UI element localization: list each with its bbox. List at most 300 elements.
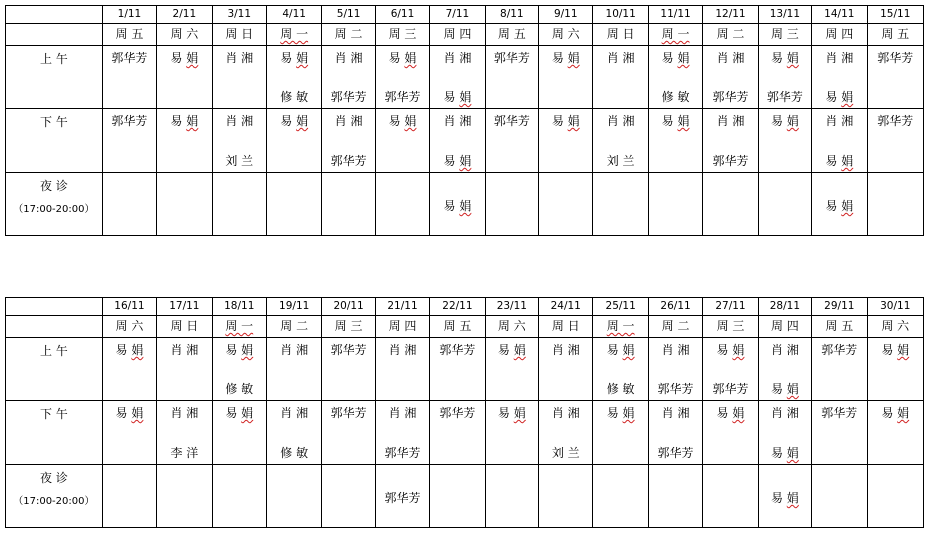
date-cell [593, 6, 648, 24]
shift-cell [430, 338, 485, 401]
shift-cell-content [430, 109, 484, 172]
date-cell [485, 6, 538, 24]
shift-cell [867, 401, 923, 465]
doctor-name: 肖 湘 [280, 406, 309, 420]
night-cell [430, 173, 485, 236]
shift-cell [703, 338, 758, 401]
night-hours: （17:00-20:00） [13, 204, 95, 215]
doctor-name: 郭华芳 [766, 90, 803, 104]
date-cell [157, 6, 212, 24]
date-cell [867, 6, 923, 24]
shift-cell [758, 401, 811, 465]
date-cell [430, 298, 485, 316]
date-label: 15/11 [880, 8, 911, 20]
shift-cell-content [649, 401, 702, 464]
shift-cell [648, 338, 702, 401]
doctor-name: 郭华芳 [111, 51, 148, 65]
weekday-cell [485, 316, 538, 338]
night-cell-content [649, 465, 702, 527]
date-label: 13/11 [769, 8, 801, 20]
shift-cell-content [759, 46, 811, 108]
night-cell-content [486, 173, 538, 235]
weekday-label: 周 六 [881, 319, 910, 333]
date-cell [322, 6, 375, 24]
night-cell-content [868, 465, 923, 527]
row-label-morning [6, 338, 103, 401]
shift-cell [758, 46, 811, 109]
date-cell [322, 298, 375, 316]
weekday-label: 周 六 [115, 319, 144, 333]
doctor-name: 郭华芳 [493, 114, 530, 128]
doctor-name: 肖 湘 [551, 343, 580, 357]
shift-cell [539, 338, 593, 401]
night-cell-content [593, 173, 647, 235]
shift-cell [102, 46, 156, 109]
shift-cell-content [157, 338, 211, 400]
shift-cell [593, 401, 648, 465]
date-label: 23/11 [496, 300, 527, 312]
date-cell [593, 298, 648, 316]
shift-cell-content [376, 109, 429, 172]
doctor-name: 易 娟 [443, 90, 472, 104]
date-cell [375, 6, 429, 24]
shift-cell-content [213, 109, 266, 172]
morning-row [6, 338, 924, 401]
night-cell [758, 465, 811, 528]
shift-cell-content [157, 401, 211, 464]
shift-cell-content [103, 46, 156, 108]
weekday-label: 周 四 [825, 27, 854, 41]
doctor-name: 易 娟 [170, 114, 199, 128]
night-cell [539, 465, 593, 528]
date-label: 3/11 [227, 8, 252, 20]
date-cell [212, 6, 266, 24]
date-cell [430, 6, 485, 24]
date-cell [102, 6, 156, 24]
shift-cell [593, 109, 648, 173]
weekday-cell [102, 24, 156, 46]
night-cell [812, 173, 867, 236]
weekday-label: 周 五 [443, 319, 472, 333]
night-cell-content [759, 465, 811, 527]
night-cell-content [213, 173, 266, 235]
weekday-label: 周 日 [170, 319, 199, 333]
shift-cell [322, 109, 375, 173]
shift-cell-content [868, 46, 923, 108]
shift-cell [485, 46, 538, 109]
night-cell-content [322, 173, 374, 235]
night-cell [430, 465, 485, 528]
doctor-name: 易 娟 [716, 406, 745, 420]
doctor-name: 刘 兰 [225, 154, 254, 168]
date-label: 18/11 [224, 300, 255, 312]
weekday-cell [758, 24, 811, 46]
weekday-label: 周 一 [280, 27, 309, 41]
doctor-name: 肖 湘 [606, 114, 635, 128]
night-row [6, 465, 924, 528]
weekday-cell [375, 316, 429, 338]
weekday-cell [648, 316, 702, 338]
night-cell-content [539, 173, 592, 235]
shift-cell-content [430, 46, 484, 108]
row-label-night [6, 465, 103, 528]
shift-cell [430, 109, 485, 173]
doctor-name: 易 娟 [497, 406, 526, 420]
doctor-name: 肖 湘 [551, 406, 580, 420]
date-cell [266, 6, 321, 24]
night-cell [157, 465, 212, 528]
doctor-name: 郭华芳 [712, 90, 749, 104]
doctor-name: 易 娟 [881, 406, 910, 420]
weekday-label: 周 五 [497, 27, 526, 41]
weekday-cell [212, 316, 266, 338]
night-cell-content [759, 173, 811, 235]
shift-cell-content [649, 109, 702, 172]
night-cell [867, 465, 923, 528]
weekday-cell [102, 316, 156, 338]
weekday-cell [812, 316, 867, 338]
shift-cell-content [593, 46, 647, 108]
doctor-name: 易 娟 [606, 343, 635, 357]
shift-cell-content [103, 338, 156, 400]
date-label: 19/11 [279, 300, 310, 312]
doctor-name: 修 敏 [606, 382, 635, 396]
night-cell [703, 173, 758, 236]
date-label: 7/11 [445, 8, 470, 20]
doctor-name: 郭华芳 [330, 90, 367, 104]
doctor-name: 郭华芳 [877, 51, 914, 65]
night-label: 夜 诊 [39, 179, 68, 193]
night-cell [375, 465, 429, 528]
shift-cell [102, 109, 156, 173]
weekday-row [6, 316, 924, 338]
shift-cell [212, 401, 266, 465]
doctor-name: 郭华芳 [330, 343, 367, 357]
weekday-cell [539, 24, 593, 46]
date-cell [539, 298, 593, 316]
shift-cell-content [322, 109, 374, 172]
night-cell [266, 465, 321, 528]
doctor-name: 易 娟 [881, 343, 910, 357]
schedule-table-2 [5, 297, 924, 528]
date-cell [812, 298, 867, 316]
doctor-name: 郭华芳 [384, 90, 421, 104]
doctor-name: 易 娟 [770, 51, 799, 65]
weekday-cell [322, 316, 375, 338]
shift-cell [703, 46, 758, 109]
night-row [6, 173, 924, 236]
weekday-label: 周 六 [170, 27, 199, 41]
doctor-name: 易 娟 [280, 51, 309, 65]
weekday-cell [703, 24, 758, 46]
night-cell-content [376, 465, 429, 527]
weekday-cell [593, 24, 648, 46]
weekday-label: 周 四 [443, 27, 472, 41]
doctor-name: 易 娟 [170, 51, 199, 65]
doctor-name: 易 娟 [225, 406, 254, 420]
weekday-label: 周 三 [770, 27, 799, 41]
doctor-name: 郭华芳 [657, 446, 694, 460]
night-cell [322, 173, 375, 236]
night-cell [212, 173, 266, 236]
date-label: 29/11 [824, 300, 855, 312]
doctor-name: 肖 湘 [770, 406, 799, 420]
weekday-label: 周 六 [551, 27, 580, 41]
doctor-name: 郭华芳 [330, 154, 367, 168]
date-label: 27/11 [715, 300, 746, 312]
weekday-cell [375, 24, 429, 46]
shift-cell-content [267, 109, 321, 172]
night-cell [102, 465, 156, 528]
doctor-name: 易 娟 [280, 114, 309, 128]
weekday-row [6, 24, 924, 46]
shift-cell [812, 401, 867, 465]
shift-cell [157, 401, 212, 465]
shift-cell-content [486, 401, 538, 464]
date-label: 28/11 [769, 300, 801, 312]
doctor-name: 易 娟 [770, 114, 799, 128]
corner-cell [6, 6, 103, 24]
afternoon-row [6, 401, 924, 465]
night-cell [485, 465, 538, 528]
date-label: 6/11 [390, 8, 415, 20]
doctor-name: 肖 湘 [825, 51, 854, 65]
shift-cell-content [593, 401, 647, 464]
doctor-name: 肖 湘 [716, 51, 745, 65]
shift-cell-content [486, 338, 538, 400]
shift-cell-content [812, 109, 866, 172]
shift-cell [157, 338, 212, 401]
date-cell [867, 298, 923, 316]
shift-cell [157, 46, 212, 109]
doctor-name: 易 娟 [225, 343, 254, 357]
doctor-name: 郭华芳 [111, 114, 148, 128]
shift-cell-content [103, 401, 156, 464]
shift-cell-content [703, 401, 757, 464]
weekday-cell [430, 24, 485, 46]
night-cell-content [593, 465, 647, 527]
night-cell [867, 173, 923, 236]
shift-cell [867, 46, 923, 109]
shift-cell [648, 109, 702, 173]
night-cell [539, 173, 593, 236]
night-cell-content [812, 465, 866, 527]
shift-cell-content [376, 46, 429, 108]
weekday-label: 周 五 [825, 319, 854, 333]
weekday-label: 周 日 [551, 319, 580, 333]
weekday-label: 周 三 [716, 319, 745, 333]
night-cell [648, 465, 702, 528]
shift-cell-content [267, 46, 321, 108]
weekday-cell [703, 316, 758, 338]
row-label-text [6, 465, 102, 507]
night-cell [648, 173, 702, 236]
date-label: 9/11 [553, 8, 578, 20]
shift-cell [322, 338, 375, 401]
weekday-label: 周 二 [661, 319, 690, 333]
night-label: 夜 诊 [39, 471, 68, 485]
doctor-name: 肖 湘 [443, 114, 472, 128]
shift-cell [102, 338, 156, 401]
shift-cell-content [213, 338, 266, 400]
shift-cell [703, 401, 758, 465]
weekday-label: 周 五 [881, 27, 910, 41]
date-label: 16/11 [114, 300, 145, 312]
date-cell [212, 298, 266, 316]
row-label-text: 上 午 [39, 52, 68, 66]
night-cell-content [213, 465, 266, 527]
row-label-afternoon [6, 109, 103, 173]
doctor-name: 肖 湘 [280, 343, 309, 357]
shift-cell [212, 46, 266, 109]
night-cell-content [486, 465, 538, 527]
weekday-label: 周 三 [334, 319, 363, 333]
doctor-name: 易 娟 [443, 154, 472, 168]
date-row [6, 6, 924, 24]
doctor-name: 肖 湘 [334, 51, 363, 65]
date-cell [812, 6, 867, 24]
shift-cell-content [539, 46, 592, 108]
row-label-night [6, 173, 103, 236]
night-cell-content [812, 173, 866, 235]
shift-cell-content [812, 46, 866, 108]
shift-cell [758, 338, 811, 401]
night-cell-content [430, 465, 484, 527]
date-cell [539, 6, 593, 24]
doctor-name: 刘 兰 [606, 154, 635, 168]
night-cell [212, 465, 266, 528]
shift-cell [485, 401, 538, 465]
date-cell [648, 6, 702, 24]
date-cell [102, 298, 156, 316]
shift-cell [375, 46, 429, 109]
doctor-name: 肖 湘 [825, 114, 854, 128]
weekday-cell [322, 24, 375, 46]
doctor-name: 郭华芳 [712, 154, 749, 168]
shift-cell-content [868, 401, 923, 464]
doctor-name: 肖 湘 [225, 51, 254, 65]
weekday-cell [593, 316, 648, 338]
shift-cell [539, 46, 593, 109]
row-label-text: 下 午 [39, 115, 68, 129]
shift-cell [703, 109, 758, 173]
date-cell [266, 298, 321, 316]
shift-cell-content [539, 338, 592, 400]
doctor-name: 刘 兰 [551, 446, 580, 460]
shift-cell-content [649, 46, 702, 108]
shift-cell [157, 109, 212, 173]
doctor-name: 郭华芳 [821, 343, 858, 357]
shift-cell-content [868, 109, 923, 172]
night-cell-content [267, 465, 321, 527]
weekday-label: 周 二 [334, 27, 363, 41]
doctor-name: 肖 湘 [334, 114, 363, 128]
weekday-cell [539, 316, 593, 338]
shift-cell-content [157, 109, 211, 172]
weekday-label: 周 三 [388, 27, 417, 41]
doctor-name: 郭华芳 [877, 114, 914, 128]
night-cell-content [103, 465, 156, 527]
date-label: 8/11 [500, 8, 524, 20]
row-label-text: 下 午 [39, 407, 68, 421]
date-label: 12/11 [715, 8, 746, 20]
doctor-name: 李 洋 [170, 446, 199, 460]
shift-cell-content [703, 46, 757, 108]
doctor-name: 易 娟 [770, 491, 799, 505]
weekday-label: 周 日 [606, 27, 635, 41]
shift-cell-content [376, 338, 429, 400]
date-label: 11/11 [660, 8, 691, 20]
date-cell [485, 298, 538, 316]
shift-cell [375, 401, 429, 465]
shift-cell-content [812, 401, 866, 464]
date-cell [157, 298, 212, 316]
night-cell [593, 173, 648, 236]
date-label: 26/11 [660, 300, 691, 312]
weekday-cell [266, 316, 321, 338]
shift-cell [485, 338, 538, 401]
weekday-cell [648, 24, 702, 46]
date-label: 5/11 [336, 8, 361, 20]
doctor-name: 易 娟 [551, 51, 580, 65]
night-cell [322, 465, 375, 528]
night-cell-content [157, 465, 211, 527]
shift-cell-content [267, 401, 321, 464]
doctor-name: 易 娟 [770, 446, 799, 460]
doctor-name: 肖 湘 [443, 51, 472, 65]
weekday-label: 周 四 [388, 319, 417, 333]
shift-cell-content [267, 338, 321, 400]
doctor-name: 易 娟 [497, 343, 526, 357]
weekday-label: 周 四 [770, 319, 799, 333]
shift-cell [266, 338, 321, 401]
weekday-cell [157, 316, 212, 338]
shift-cell-content [103, 109, 156, 172]
doctor-name: 肖 湘 [388, 406, 417, 420]
weekday-label: 周 五 [115, 27, 144, 41]
night-cell-content [157, 173, 211, 235]
shift-cell-content [759, 338, 811, 400]
night-cell-content [539, 465, 592, 527]
weekday-label: 周 六 [497, 319, 526, 333]
weekday-cell [867, 316, 923, 338]
doctor-name: 郭华芳 [439, 406, 476, 420]
doctor-name: 肖 湘 [606, 51, 635, 65]
night-cell-content [703, 173, 757, 235]
doctor-name: 郭华芳 [493, 51, 530, 65]
date-label: 30/11 [880, 300, 911, 312]
shift-cell [593, 46, 648, 109]
doctor-name: 易 娟 [606, 406, 635, 420]
doctor-name: 肖 湘 [770, 343, 799, 357]
doctor-name: 肖 湘 [225, 114, 254, 128]
date-cell [703, 298, 758, 316]
shift-cell [430, 401, 485, 465]
doctor-name: 肖 湘 [388, 343, 417, 357]
night-cell-content [103, 173, 156, 235]
row-label-text [6, 173, 102, 215]
night-cell-content [267, 173, 321, 235]
night-cell [157, 173, 212, 236]
shift-cell-content [539, 401, 592, 464]
weekday-cell [157, 24, 212, 46]
night-cell-content [430, 173, 484, 235]
shift-cell-content [486, 109, 538, 172]
doctor-name: 易 娟 [443, 199, 472, 213]
night-cell [758, 173, 811, 236]
doctor-name: 郭华芳 [712, 382, 749, 396]
shift-cell-content [812, 338, 866, 400]
